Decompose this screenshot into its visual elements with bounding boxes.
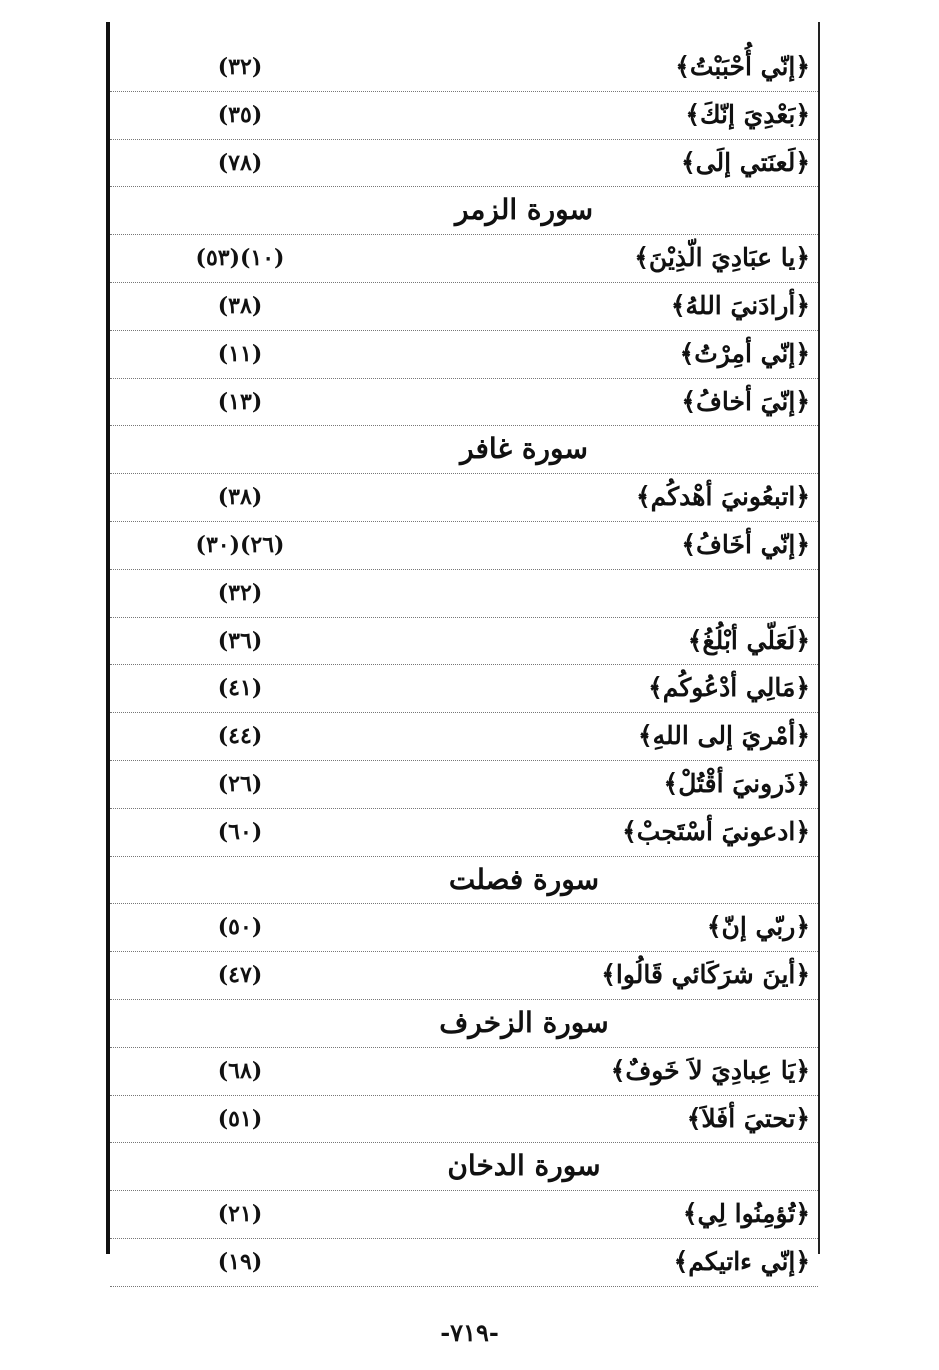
entry-verse-ref: (٣٨) [217,292,263,319]
surah-heading [110,187,818,233]
entry-verse-ref: (٦٠) [217,818,263,845]
entry-phrase: ﴿تحتيَ أفَلاَ﴾ [686,1103,810,1133]
index-entry-row [110,665,818,713]
index-entry-row [110,761,818,809]
page-number: -٧١٩- [440,1318,499,1347]
entry-phrase: ﴿إنّيَ أخافُ﴾ [681,386,810,416]
index-entry-row [110,1048,818,1096]
entry-verse-ref: (٥١) [217,1105,263,1132]
entry-phrase: ﴿يَا عِبادِيَ لاَ خَوفٌ﴾ [610,1055,810,1085]
entry-verse-ref: (٦٨) [217,1057,263,1084]
entry-verse-ref: (٢٦)(٣٠) [195,531,285,558]
surah-title: سورة الدخان [447,1149,601,1183]
entry-verse-ref: (٤٤) [217,723,263,750]
entry-verse-ref: (٧٨) [217,149,263,176]
index-entry-row [110,140,818,188]
surah-heading [110,857,818,903]
surah-title: سورة الزخرف [439,1005,609,1039]
entry-verse-ref: (١٠)(٥٣) [195,245,285,272]
entry-phrase: ﴿ادعونيَ أسْتَجبْ﴾ [622,816,810,846]
index-entry-row [110,522,818,570]
index-entry-row [110,283,818,331]
index-entry-row [110,570,818,618]
entry-verse-ref: (١٩) [217,1248,263,1275]
entry-phrase: ﴿إنّي أمِرْتُ﴾ [679,338,810,368]
entry-phrase: ﴿لَعَلّي أبْلُغُ﴾ [687,625,810,655]
entry-verse-ref: (٣٨) [217,484,263,511]
index-entry-row [110,44,818,92]
entry-verse-ref: (٢١) [217,1201,263,1228]
entry-phrase: ﴿ربّي إنّ﴾ [706,912,810,942]
index-entry-row [110,235,818,283]
index-entry-row [110,92,818,140]
entry-verse-ref: (٤١) [217,675,263,702]
surah-heading-row [110,857,818,905]
index-entry-row [110,618,818,666]
entry-phrase: ﴿أينَ شرَكَائي قَالُوا﴾ [601,960,810,990]
entry-verse-ref: (١١) [217,340,263,367]
entry-verse-ref: (١٣) [217,388,263,415]
entry-phrase: ﴿اتبعُونيَ أهْدكُم﴾ [635,482,810,512]
index-entry-row [110,713,818,761]
entry-verse-ref: (٣٢) [217,579,263,606]
index-entry-row [110,474,818,522]
entry-verse-ref: (٢٦) [217,770,263,797]
surah-heading-row [110,426,818,474]
entry-verse-ref: (٣٥) [217,101,263,128]
surah-title: سورة فصلت [448,862,600,896]
entry-phrase: ﴿إنّي أخَافُ﴾ [681,529,810,559]
entry-phrase: ﴿إنّي ءاتيكم﴾ [673,1246,810,1276]
index-entry-row [110,379,818,427]
entry-phrase: ﴿أمْريَ إلى اللهِ﴾ [637,721,810,751]
index-entry-row [110,904,818,952]
entry-phrase: ﴿لَعنَتي إلَى﴾ [680,147,810,177]
entry-phrase: ﴿مَالِي أدْعُوكُم﴾ [648,673,810,703]
entry-phrase: ﴿أرادَنيَ اللهُ﴾ [670,290,810,320]
entry-phrase: ﴿ذَرونيَ أقْتُلْ﴾ [663,768,810,798]
index-rows [110,44,818,1287]
entry-verse-ref: (٥٠) [217,914,263,941]
surah-heading-row [110,187,818,235]
index-table-frame [106,22,820,1276]
surah-heading [110,1143,818,1189]
entry-phrase: ﴿يا عبَادِيَ الّذِيْنَ﴾ [634,243,810,273]
surah-title: سورة غافر [460,432,588,466]
entry-phrase: ﴿بَعْدِيَ إنّكَ﴾ [685,99,810,129]
entry-phrase: ﴿إنّي أُحْبَبْتُ﴾ [675,52,810,81]
entry-verse-ref: (٣٦) [217,627,263,654]
index-entry-row [110,1239,818,1287]
index-entry-row [110,1191,818,1239]
surah-heading [110,1000,818,1046]
index-entry-row [110,809,818,857]
surah-title: سورة الزمر [454,193,594,227]
surah-heading-row [110,1000,818,1048]
index-entry-row [110,952,818,1000]
surah-heading [110,426,818,472]
index-entry-row [110,331,818,379]
surah-heading-row [110,1143,818,1191]
entry-verse-ref: (٤٧) [217,962,263,989]
entry-phrase: ﴿تُؤمِنُوا لِي﴾ [682,1199,810,1229]
entry-verse-ref: (٣٢) [217,54,263,80]
index-entry-row [110,1096,818,1144]
